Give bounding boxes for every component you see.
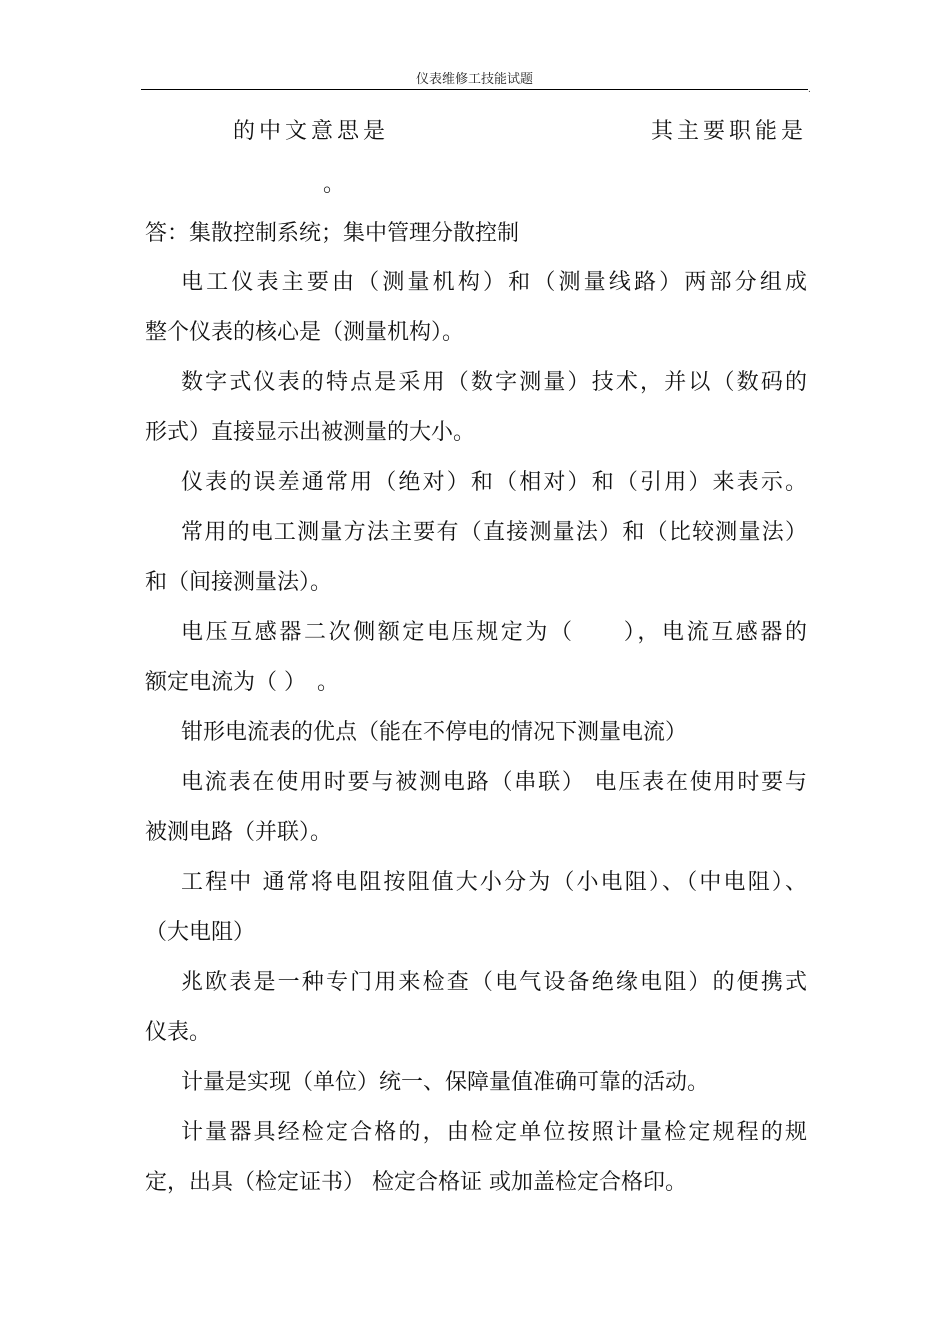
line-resistance-classes-cont: （大电阻） bbox=[145, 920, 256, 945]
line-resistance-classes: 工程中 通常将电阻按阻值大小分为（小电阻）、（中电阻）、 bbox=[181, 870, 807, 895]
line-meter-core: 整个仪表的核心是（测量机构）。 bbox=[145, 320, 465, 345]
line-acronym-meaning-right: 其主要职能是 bbox=[650, 119, 807, 144]
line-period: 。 bbox=[323, 172, 346, 197]
line-meter-structure: 电工仪表主要由（测量机构）和（测量线路）两部分组成 bbox=[181, 270, 807, 295]
line-meter-error: 仪表的误差通常用（绝对）和（相对）和（引用）来表示。 bbox=[181, 470, 807, 495]
line-measurement-methods-cont: 和（间接测量法）。 bbox=[145, 570, 333, 595]
line-measurement-methods: 常用的电工测量方法主要有（直接测量法）和（比较测量法） bbox=[181, 520, 807, 545]
page-header: 仪表维修工技能试题 bbox=[415, 72, 533, 87]
line-megohmmeter: 兆欧表是一种专门用来检查（电气设备绝缘电阻）的便携式 bbox=[181, 970, 807, 995]
header-divider bbox=[141, 89, 808, 90]
line-current-transformer: 额定电流为（ ） 。 bbox=[145, 670, 339, 695]
header-mark: . bbox=[808, 85, 811, 95]
line-verification-cont: 定，出具（检定证书） 检定合格证 或加盖检定合格印。 bbox=[145, 1170, 687, 1195]
line-acronym-meaning-left: 的中文意思是 bbox=[233, 119, 390, 144]
line-ammeter-voltmeter: 电流表在使用时要与被测电路（串联） 电压表在使用时要与 bbox=[181, 770, 807, 795]
line-digital-meter-cont: 形式）直接显示出被测量的大小。 bbox=[145, 420, 476, 445]
line-clamp-meter: 钳形电流表的优点（能在不停电的情况下测量电流） bbox=[181, 720, 688, 745]
line-voltage-transformer: 电压互感器二次侧额定电压规定为（ ），电流互感器的 bbox=[181, 620, 807, 645]
line-acronym-meaning bbox=[233, 117, 807, 147]
line-verification: 计量器具经检定合格的，由检定单位按照计量检定规程的规 bbox=[181, 1120, 807, 1145]
line-digital-meter: 数字式仪表的特点是采用（数字测量）技术，并以（数码的 bbox=[181, 370, 807, 395]
line-answer: 答：集散控制系统；集中管理分散控制 bbox=[145, 221, 520, 246]
line-metrology: 计量是实现（单位）统一、保障量值准确可靠的活动。 bbox=[181, 1070, 710, 1095]
line-megohmmeter-cont: 仪表。 bbox=[145, 1020, 212, 1045]
line-ammeter-voltmeter-cont: 被测电路（并联）。 bbox=[145, 820, 333, 845]
